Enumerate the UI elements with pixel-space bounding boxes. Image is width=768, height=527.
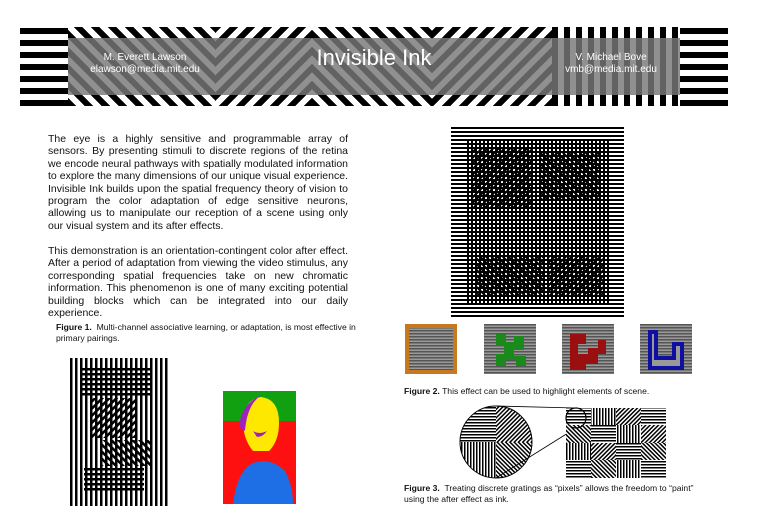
right-author-name: V. Michael Bove — [575, 52, 647, 63]
header-banner — [20, 27, 728, 106]
figure-2-maze-grating — [451, 127, 624, 317]
figure-3-caption — [404, 483, 704, 504]
page-title: Invisible Ink — [316, 45, 432, 70]
figure-2-label: Figure 2. — [404, 386, 440, 396]
figure-3-label: Figure 3. — [404, 483, 440, 493]
left-author-email: elawson@media.mit.edu — [90, 64, 200, 75]
figure-1-maze-grating — [70, 358, 170, 506]
right-author — [556, 52, 666, 76]
figure-2-text: This effect can be used to highlight elements of scene. — [442, 386, 650, 396]
body-paragraph-1: The eye is a highly sensitive and programmable array of sensors. By presenting stimuli to discrete regions of the retina we encode neural pathways with spatially modulated information to explore the many dimensions of our unique visual experience. Invisible Ink builds upon the spatial frequency theory of vision to program the color adaptation of edge sensitive neurons, allowing us to manipulate our reception of a scene using only our visual system and its after effects. — [48, 133, 348, 232]
body-paragraph-2: This demonstration is an orientation-contingent color after effect. After a period of adaptation from viewing the video stimulus, any corresponding spatial frequencies take on new chromatic information. This phenomenon is one of many exciting potential building blocks which can be integrated into our daily experience. — [48, 245, 348, 320]
figure-2-thumb-green — [484, 324, 536, 374]
figure-3-grating-pixels — [458, 404, 668, 480]
figure-1-caption — [56, 322, 356, 343]
figure-2-caption — [404, 386, 734, 397]
figure-1-label: Figure 1. — [56, 322, 92, 332]
figure-1-text: Multi-channel associative learning, or adaptation, is most effective in primary pairings. — [56, 322, 356, 343]
figure-2-thumb-blue — [640, 324, 692, 374]
left-author-name: M. Everett Lawson — [103, 52, 187, 63]
figure-1-color-portrait — [223, 391, 296, 504]
figure-3-text: Treating discrete gratings as “pixels” allows the freedom to “paint” using the after effect as ink. — [404, 483, 694, 504]
figure-2-thumb-orange — [405, 324, 457, 374]
right-author-email: vmb@media.mit.edu — [565, 64, 657, 75]
figure-2-thumb-red — [562, 324, 614, 374]
